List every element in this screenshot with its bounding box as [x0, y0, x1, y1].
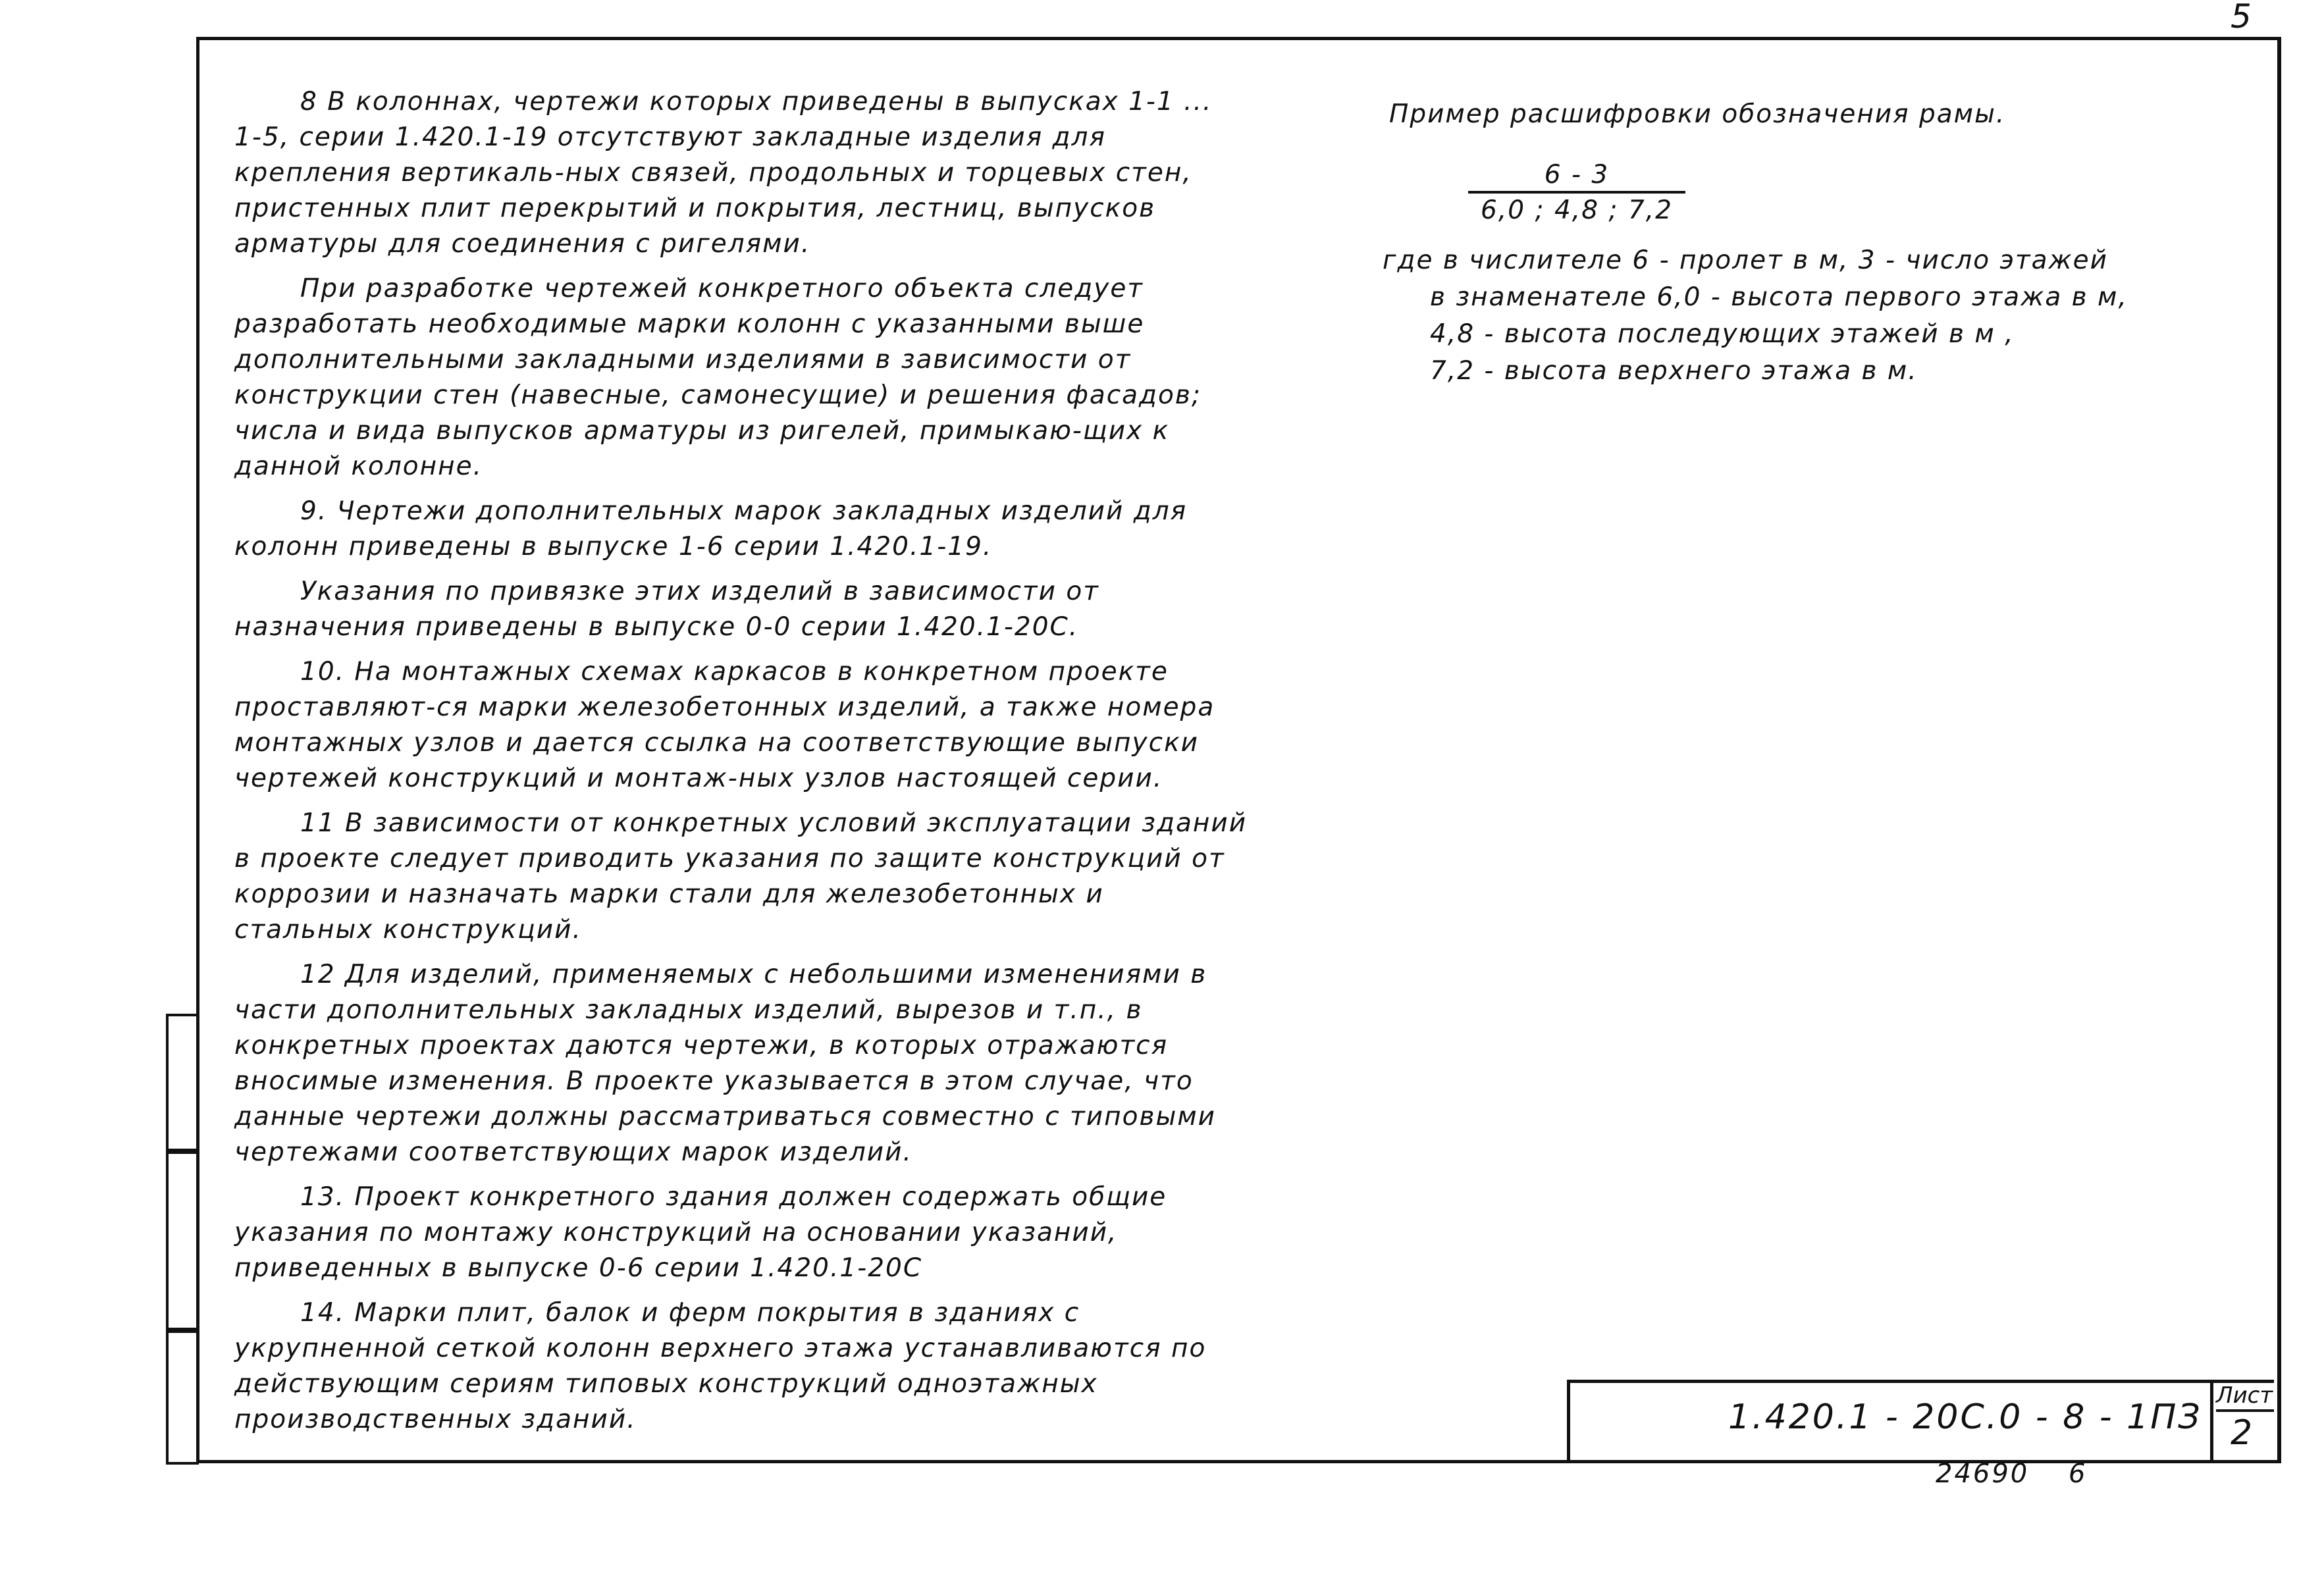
archive-number	[1936, 1459, 2087, 1489]
designation-fraction	[1468, 159, 1685, 228]
page-number: 5	[2231, 0, 2252, 36]
note-11: 11 В зависимости от конкретных условий эксплуатации зданий в проекте следует приводить указания по защите конструкций от коррозии и назначать марки стали для железобетонных и стальных конструкций.	[234, 808, 1248, 945]
sheet-cell	[2210, 1383, 2274, 1460]
note-9: 9. Чертежи дополнительных марок закладных изделий для колонн приведены в выпуске 1-6 серии 1.420.1-19.	[234, 496, 1188, 561]
note-10: 10. На монтажных схемах каркасов в конкретном проекте проставляют-ся марки железобетонных изделий, а также номера монтажных узлов и дается ссылка на соответствующие выпуски чертежей конструкций и монтаж-ных узлов настоящей серии.	[234, 657, 1215, 793]
note-14: 14. Марки плит, балок и ферм покрытия в зданиях с укрупненной сеткой колонн верхнего этажа устанавливаются по действующим сериям типовых конструкций одноэтажных производственных зданий.	[234, 1298, 1207, 1434]
example-title: Пример расшифровки обозначения рамы.	[1389, 99, 2006, 129]
explanation-line: 4,8 - высота последующих этажей в м ,	[1430, 319, 2015, 349]
explanation-line: где в числителе 6 - пролет в м, 3 - число этажей	[1383, 246, 2108, 275]
sheet-number: 2	[2231, 1413, 2253, 1453]
frame-designation-example	[1383, 96, 2192, 386]
title-block	[1567, 1380, 2274, 1460]
fraction-denominator: 6,0 ; 4,8 ; 7,2	[1481, 195, 1673, 225]
archive-number-value: 24690	[1936, 1459, 2030, 1489]
explanation-line: 7,2 - высота верхнего этажа в м.	[1430, 356, 1918, 386]
binding-margin-box-top	[166, 1014, 199, 1154]
explanatory-notes	[234, 84, 1248, 1447]
binding-margin-box-middle	[166, 1149, 199, 1333]
explanation-line: в знаменателе 6,0 - высота первого этажа в м,	[1430, 282, 2128, 312]
note-9-anchoring: Указания по привязке этих изделий в зависимости от назначения приведены в выпуске 0-0 серии 1.420.1-20С.	[234, 577, 1099, 642]
designation-explanation	[1383, 242, 2128, 390]
archive-number-suffix: 6	[2068, 1459, 2088, 1489]
fraction-numerator: 6 - 3	[1544, 160, 1610, 190]
note-8: 8 В колоннах, чертежи которых приведены в выпусках 1-1 ... 1-5, серии 1.420.1-19 отсутствуют закладные изделия для крепления вертикаль-ных связей, продольных и торцевых стен, пристенных плит перекрытий и покрытия, лестниц, выпусков арматуры для соединения с ригелями.	[234, 87, 1213, 259]
sheet-label: Лист	[2216, 1382, 2274, 1412]
document-code: 1.420.1 - 20С.0 - 8 - 1ПЗ	[1728, 1397, 2202, 1437]
note-8-development: При разработке чертежей конкретного объекта следует разработать необходимые марки колонн с указанными выше дополнительными закладными изделиями в зависимости от конструкции стен (навесные, самонесущие) и решения фасадов; числа и вида выпусков арматуры из ригелей, примыкаю-щих к данной колонне.	[234, 274, 1202, 481]
binding-margin-box-bottom	[166, 1328, 199, 1465]
note-13: 13. Проект конкретного здания должен содержать общие указания по монтажу конструкций на основании указаний, приведенных в выпуске 0-6 серии 1.420.1-20С	[234, 1182, 1167, 1283]
note-12: 12 Для изделий, применяемых с небольшими изменениями в части дополнительных закладных изделий, вырезов и т.п., в конкретных проектах даются чертежи, в которых отражаются вносимые изменения. В проекте указывается в этом случае, что данные чертежи должны рассматриваться совместно с типовыми чертежами соответствующих марок изделий.	[234, 960, 1216, 1167]
